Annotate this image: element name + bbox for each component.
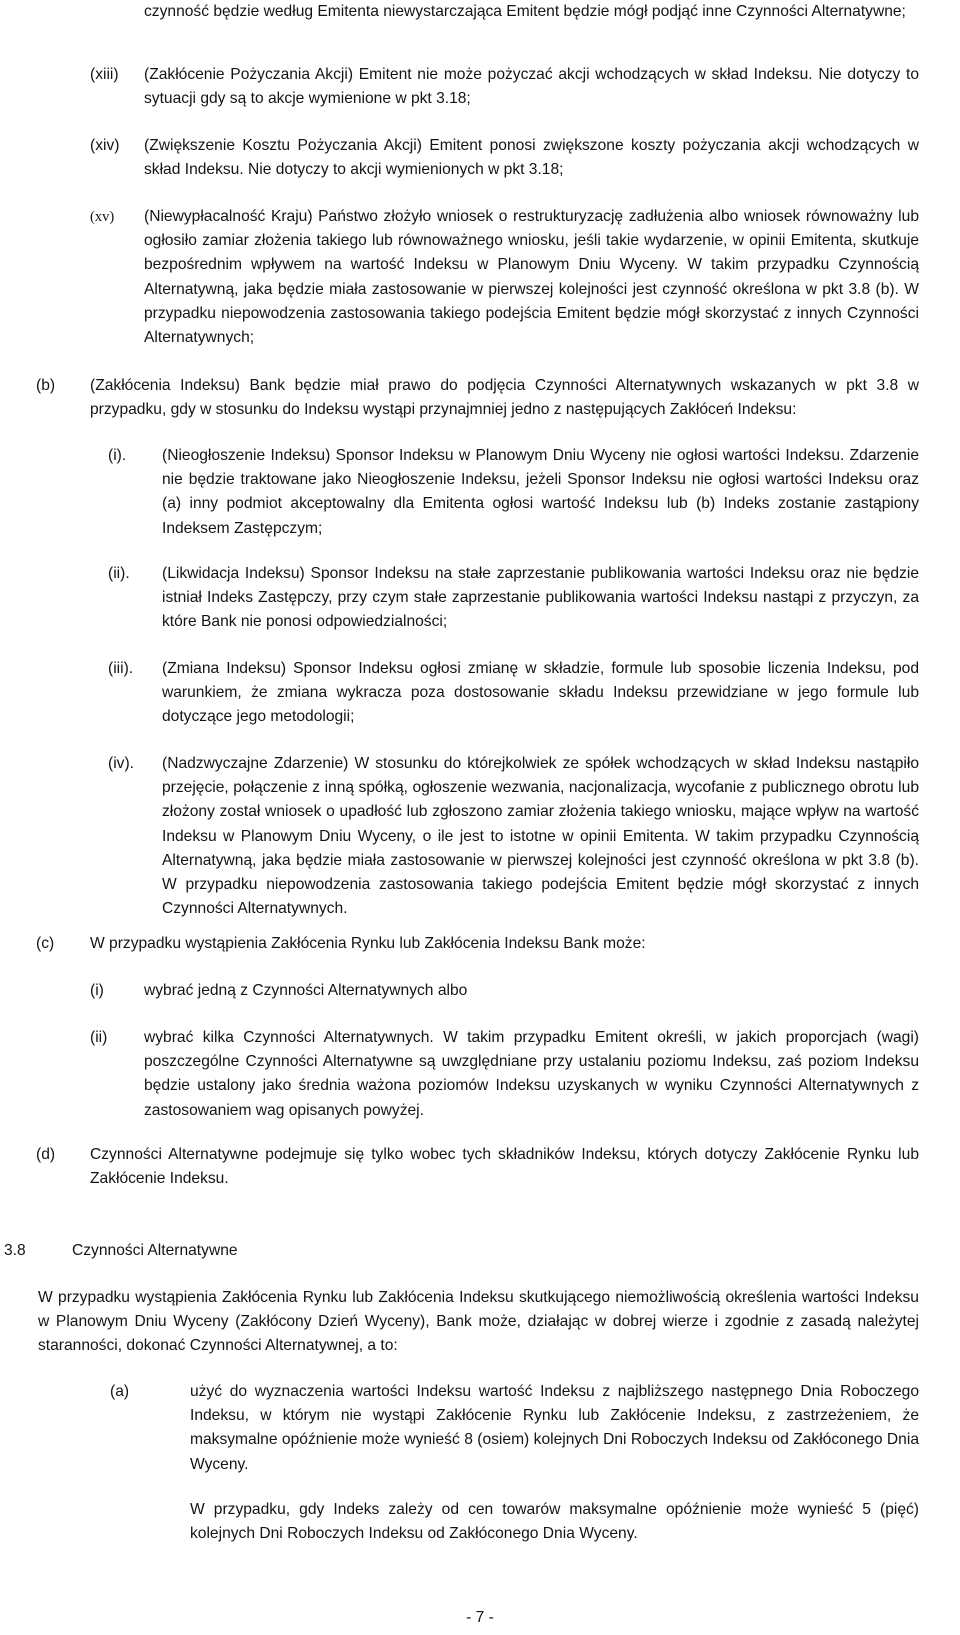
section-3-8-item-text-a: użyć do wyznaczenia wartości Indeksu wartość Indeksu z najbliższego następnego Dnia Roboczego Indeksu, w którym nie wystąpi Zakłócenie Rynku lub Zakłócenie Indeksu, z zastrzeżeniem, że maksymalne opóźnienie może wynieść 8 (osiem) kolejnych Dni Roboczych Indeksu od Zakłóconego Dnia Wyceny. [190,1383,919,1473]
item-text-xiii: (Zakłócenie Pożyczania Akcji) Emitent nie może pożyczać akcji wchodzących w skład Indeksu. Nie dotyczy to sytuacji gdy są to akcje wymienione w pkt 3.18; [144,66,919,108]
page-number: - 7 - [466,1609,494,1626]
section-label-d: (d) [36,1146,56,1163]
section-label-c: (c) [36,935,55,952]
sub-item-label-c-i: (i) [90,982,104,999]
sub-item-text-b-ii: (Likwidacja Indeksu) Sponsor Indeksu na stałe zaprzestanie publikowania wartości Indeksu oraz nie będzie istniał Indeks Zastępczy, przy czym stałe zaprzestanie publikowania wartości Indeksu nastąpi z przyczyn, za które Bank nie ponosi odpowiedzialności; [162,565,919,631]
item-label-xv: (xv) [90,209,115,225]
section-heading-3-8: Czynności Alternatywne [72,1242,238,1259]
item-label-xiii: (xiii) [90,66,119,83]
section-3-8-intro: W przypadku wystąpienia Zakłócenia Rynku lub Zakłócenia Indeksu skutkującego niemożliwością określenia wartości Indeksu w Planowym Dniu Wyceny (Zakłócony Dzień Wyceny), Bank może, działając w dobrej wierze i zgodnie z zasadą należytej staranności, dokonać Czynności Alternatywnej, a to: [38,1289,919,1355]
item-text-xv: (Niewypłacalność Kraju) Państwo złożyło wniosek o restrukturyzację zadłużenia albo wniosek równoważny lub ogłosiło zamiar złożenia takiego lub równoważnego wniosku, jeśli takie wydarzenie, w opinii Emitenta, skutkuje bezpośrednim wpływem na wartość Indeksu w Planowym Dniu Wyceny. W takim przypadku Czynnością Alternatywną, jaka będzie miała zastosowanie w pierwszej kolejności jest czynność określona w pkt 3.8 (b). W przypadku niepowodzenia zastosowania takiego podejścia Emitent będzie mógł skorzystać z innych Czynności Alternatywnych; [144,208,919,347]
section-3-8-item-label-a: (a) [110,1383,130,1400]
section-label-b: (b) [36,377,56,394]
item-text-xiv: (Zwiększenie Kosztu Pożyczania Akcji) Emitent ponosi zwiększone koszty pożyczania akcji wchodzących w skład Indeksu. Nie dotyczy to akcji wymienionych w pkt 3.18; [144,137,919,179]
sub-item-text-b-i: (Nieogłoszenie Indeksu) Sponsor Indeksu w Planowym Dniu Wyceny nie ogłosi wartości Indeksu. Zdarzenie nie będzie traktowane jako Nieogłoszenie Indeksu, jeżeli Sponsor Indeksu nie ogłosi wartości Indeksu oraz (a) inny podmiot akceptowalny dla Emitenta ogłosi wartość Indeksu lub (b) Indeks zostanie zastąpiony Indeksem Zastępczym; [162,447,919,537]
section-text-b: (Zakłócenia Indeksu) Bank będzie miał prawo do podjęcia Czynności Alternatywnych wskazanych w pkt 3.8 w przypadku, gdy w stosunku do Indeksu wystąpi przynajmniej jedno z następujących Zakłóceń Indeksu: [90,377,919,419]
sub-item-label-b-iv: (iv). [108,755,134,772]
sub-item-text-b-iii: (Zmiana Indeksu) Sponsor Indeksu ogłosi zmianę w składzie, formule lub sposobie liczenia Indeksu, pod warunkiem, że zmiana wykracza poza dostosowanie składu Indeksu przewidziane w jego formule lub dotyczące jego metodologii; [162,660,919,726]
sub-item-label-b-iii: (iii). [108,660,134,677]
sub-item-text-c-i: wybrać jedną z Czynności Alternatywnych albo [144,982,468,999]
section-number-3-8: 3.8 [4,1242,26,1259]
sub-item-label-b-ii: (ii). [108,565,130,582]
sub-item-text-c-ii: wybrać kilka Czynności Alternatywnych. W takim przypadku Emitent określi, w jakich proporcjach (wagi) poszczególne Czynności Alternatywne są uwzględniane przy ustalaniu poziomu Indeksu, zaś poziom Indeksu będzie ustalony jako średnia ważona poziomów Indeksu uzyskanych w wyniku Czynności Alternatywnych z zastosowaniem wag opisanych powyżej. [144,1029,919,1119]
section-text-d: Czynności Alternatywne podejmuje się tylko wobec tych składników Indeksu, których dotyczy Zakłócenie Rynku lub Zakłócenie Indeksu. [90,1146,919,1188]
sub-item-text-b-iv: (Nadzwyczajne Zdarzenie) W stosunku do którejkolwiek ze spółek wchodzących w skład Indeksu nastąpiło przejęcie, połączenie z inną spółką, ogłoszenie wezwania, nacjonalizacja, wycofanie z publicznego obrotu lub złożony został wniosek o upadłość lub zgłoszono zamiar złożenia takiego wniosku, mające wpływ na wartość Indeksu w Planowym Dniu Wyceny, o ile jest to istotne w opinii Emitenta. W takim przypadku Czynnością Alternatywną, jaka będzie miała zastosowanie w pierwszej kolejności jest czynność określona w pkt 3.8 (b). W przypadku niepowodzenia zastosowania takiego podejścia Emitent będzie mógł skorzystać z innych Czynności Alternatywnych. [162,755,919,918]
section-text-c: W przypadku wystąpienia Zakłócenia Rynku lub Zakłócenia Indeksu Bank może: [90,935,646,952]
sub-item-label-b-i: (i). [108,447,127,464]
item-label-xiv: (xiv) [90,137,120,154]
section-3-8-item-a-note: W przypadku, gdy Indeks zależy od cen towarów maksymalne opóźnienie może wynieść 5 (pięć) kolejnych Dni Roboczych Indeksu od Zakłóconego Dnia Wyceny. [190,1501,919,1543]
sub-item-label-c-ii: (ii) [90,1029,108,1046]
continued-item-text: czynność będzie według Emitenta niewystarczająca Emitent będzie mógł podjąć inne Czynności Alternatywne; [144,3,906,20]
